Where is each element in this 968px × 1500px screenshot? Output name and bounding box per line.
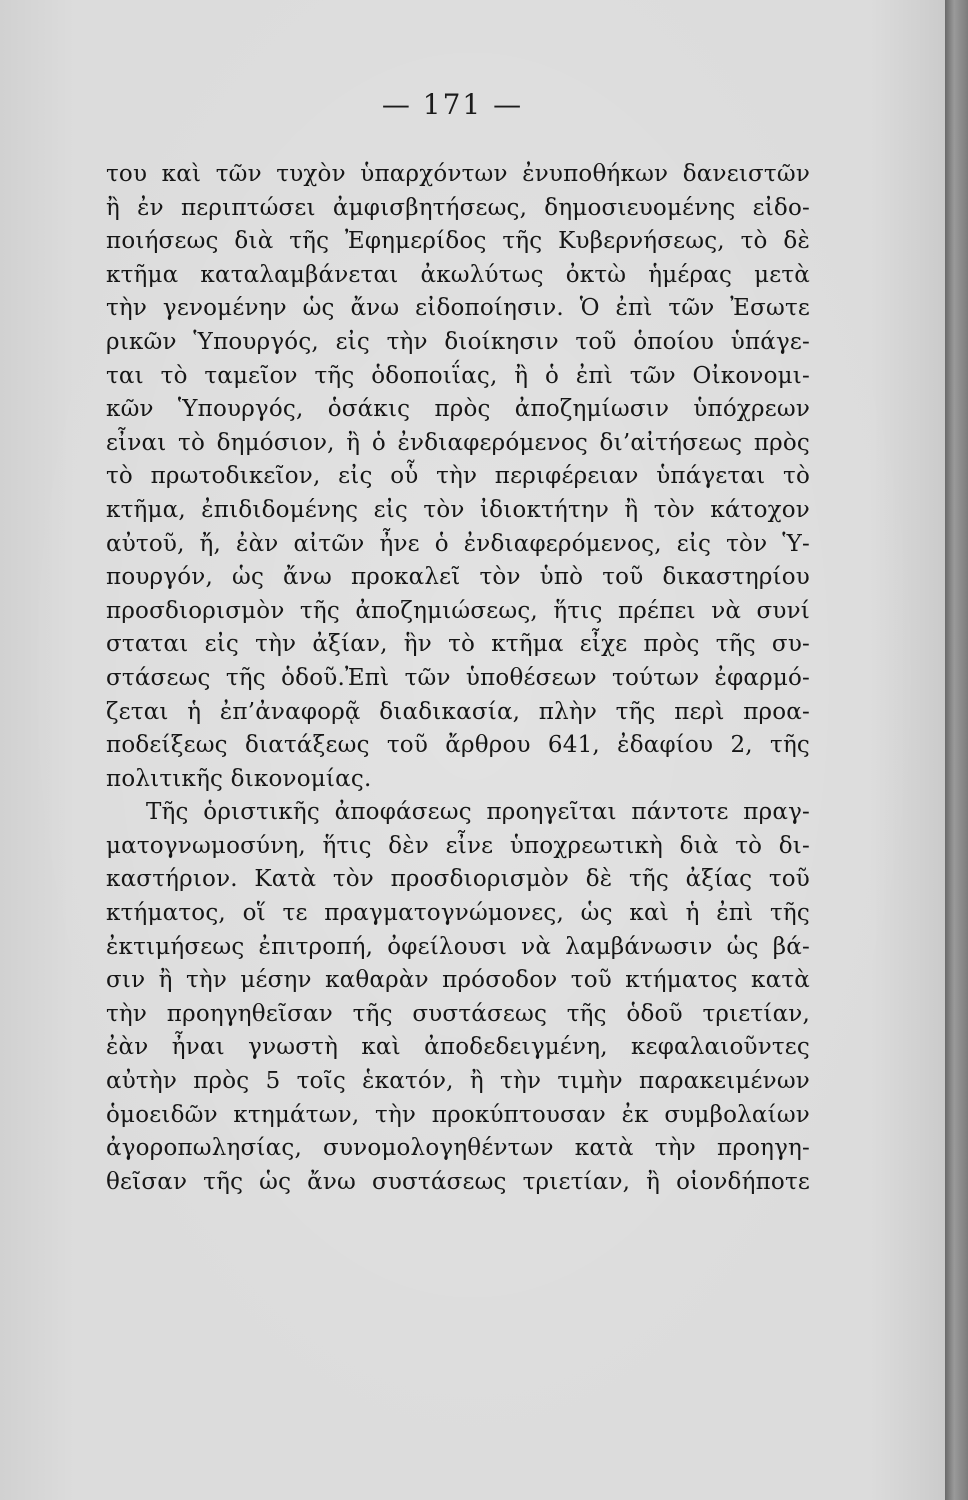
text-line: σιν ἢ τὴν μέσην καθαρὰν πρόσοδον τοῦ κτήματος κατὰ — [106, 967, 810, 994]
text-line: αὐτὴν πρὸς 5 τοῖς ἑκατόν, ἢ τὴν τιμὴν παρακειμένων — [106, 1068, 810, 1095]
text-line: ἐκτιμήσεως ἐπιτροπή, ὀφείλουσι νὰ λαμβάνωσιν ὡς βά- — [106, 933, 810, 960]
book-spine-edge — [945, 0, 968, 1500]
text-line: τὸ πρωτοδικεῖον, εἰς οὗ τὴν περιφέρειαν ὑπάγεται τὸ — [106, 463, 810, 490]
text-line: κτῆμα, ἐπιδιδομένης εἰς τὸν ἰδιοκτήτην ἢ τὸν κάτοχον — [106, 496, 810, 523]
text-line: πουργόν, ὡς ἄνω προκαλεῖ τὸν ὑπὸ τοῦ δικαστηρίου — [106, 564, 810, 591]
page-number: — 171 — — [381, 88, 524, 121]
text-line: ζεται ἡ ἐπ’ἀναφορᾷ διαδικασία, πλὴν τῆς περὶ προα- — [106, 698, 810, 725]
body-text — [106, 158, 810, 1199]
text-line: τὴν προηγηθεῖσαν τῆς συστάσεως τῆς ὁδοῦ τριετίαν, — [106, 1000, 810, 1027]
text-line: ται τὸ ταμεῖον τῆς ὁδοποιΐας, ἢ ὁ ἐπὶ τῶν Οἰκονομι- — [106, 362, 810, 389]
text-line: προσδιορισμὸν τῆς ἀποζημιώσεως, ἥτις πρέπει νὰ συνί — [106, 597, 810, 624]
text-line: ἢ ἐν περιπτώσει ἀμφισβητήσεως, δημοσιευομένης εἰδο- — [106, 194, 810, 221]
text-line: ἐὰν ἦναι γνωστὴ καὶ ἀποδεδειγμένη, κεφαλαιοῦντες — [106, 1034, 810, 1061]
text-line: θεῖσαν τῆς ὡς ἄνω συστάσεως τριετίαν, ἢ οἱονδήποτε — [106, 1168, 810, 1195]
text-line: του καὶ τῶν τυχὸν ὑπαρχόντων ἐνυποθήκων δανειστῶν — [106, 161, 810, 187]
text-line: ματογνωμοσύνη, ἥτις δὲν εἶνε ὑποχρεωτικὴ διὰ τὸ δι- — [106, 832, 810, 859]
text-line: αὐτοῦ, ἤ, ἐὰν αἰτῶν ἦνε ὁ ἐνδιαφερόμενος, εἰς τὸν Ὑ- — [106, 530, 810, 557]
text-line: στάσεως τῆς ὁδοῦ.Ἐπὶ τῶν ὑποθέσεων τούτων ἐφαρμό- — [106, 664, 810, 691]
paragraph-end-line: πολιτικῆς δικονομίας. — [106, 765, 372, 792]
text-line: κῶν Ὑπουργός, ὁσάκις πρὸς ἀποζημίωσιν ὑπόχρεων — [106, 396, 810, 423]
text-line: κτῆμα καταλαμβάνεται ἀκωλύτως ὀκτὼ ἡμέρας μετὰ — [106, 261, 810, 288]
text-line: τὴν γενομένην ὡς ἄνω εἰδοποίησιν. Ὁ ἐπὶ τῶν Ἐσωτε — [106, 295, 810, 322]
text-line: κτήματος, οἵ τε πραγματογνώμονες, ὡς καὶ ἡ ἐπὶ τῆς — [106, 900, 810, 927]
text-line: ποιήσεως διὰ τῆς Ἐφημερίδος τῆς Κυβερνήσεως, τὸ δὲ — [106, 228, 810, 255]
text-line: ὁμοειδῶν κτημάτων, τὴν προκύπτουσαν ἐκ συμβολαίων — [106, 1101, 810, 1128]
text-line: σταται εἰς τὴν ἀξίαν, ἣν τὸ κτῆμα εἶχε πρὸς τῆς συ- — [106, 631, 810, 658]
paragraph-start-line: Τῆς ὁριστικῆς ἀποφάσεως προηγεῖται πάντοτε πραγ- — [146, 799, 810, 826]
text-line: ἀγοροπωλησίας, συνομολογηθέντων κατὰ τὴν προηγη- — [106, 1135, 810, 1162]
text-line: καστήριον. Κατὰ τὸν προσδιορισμὸν δὲ τῆς ἀξίας τοῦ — [106, 866, 810, 893]
text-line: εἶναι τὸ δημόσιον, ἢ ὁ ἐνδιαφερόμενος δι’αἰτήσεως πρὸς — [106, 429, 810, 456]
text-line: ρικῶν Ὑπουργός, εἰς τὴν διοίκησιν τοῦ ὁποίου ὑπάγε- — [106, 328, 810, 355]
text-line: ποδείξεως διατάξεως τοῦ ἄρθρου 641, ἐδαφίου 2, τῆς — [106, 732, 810, 759]
